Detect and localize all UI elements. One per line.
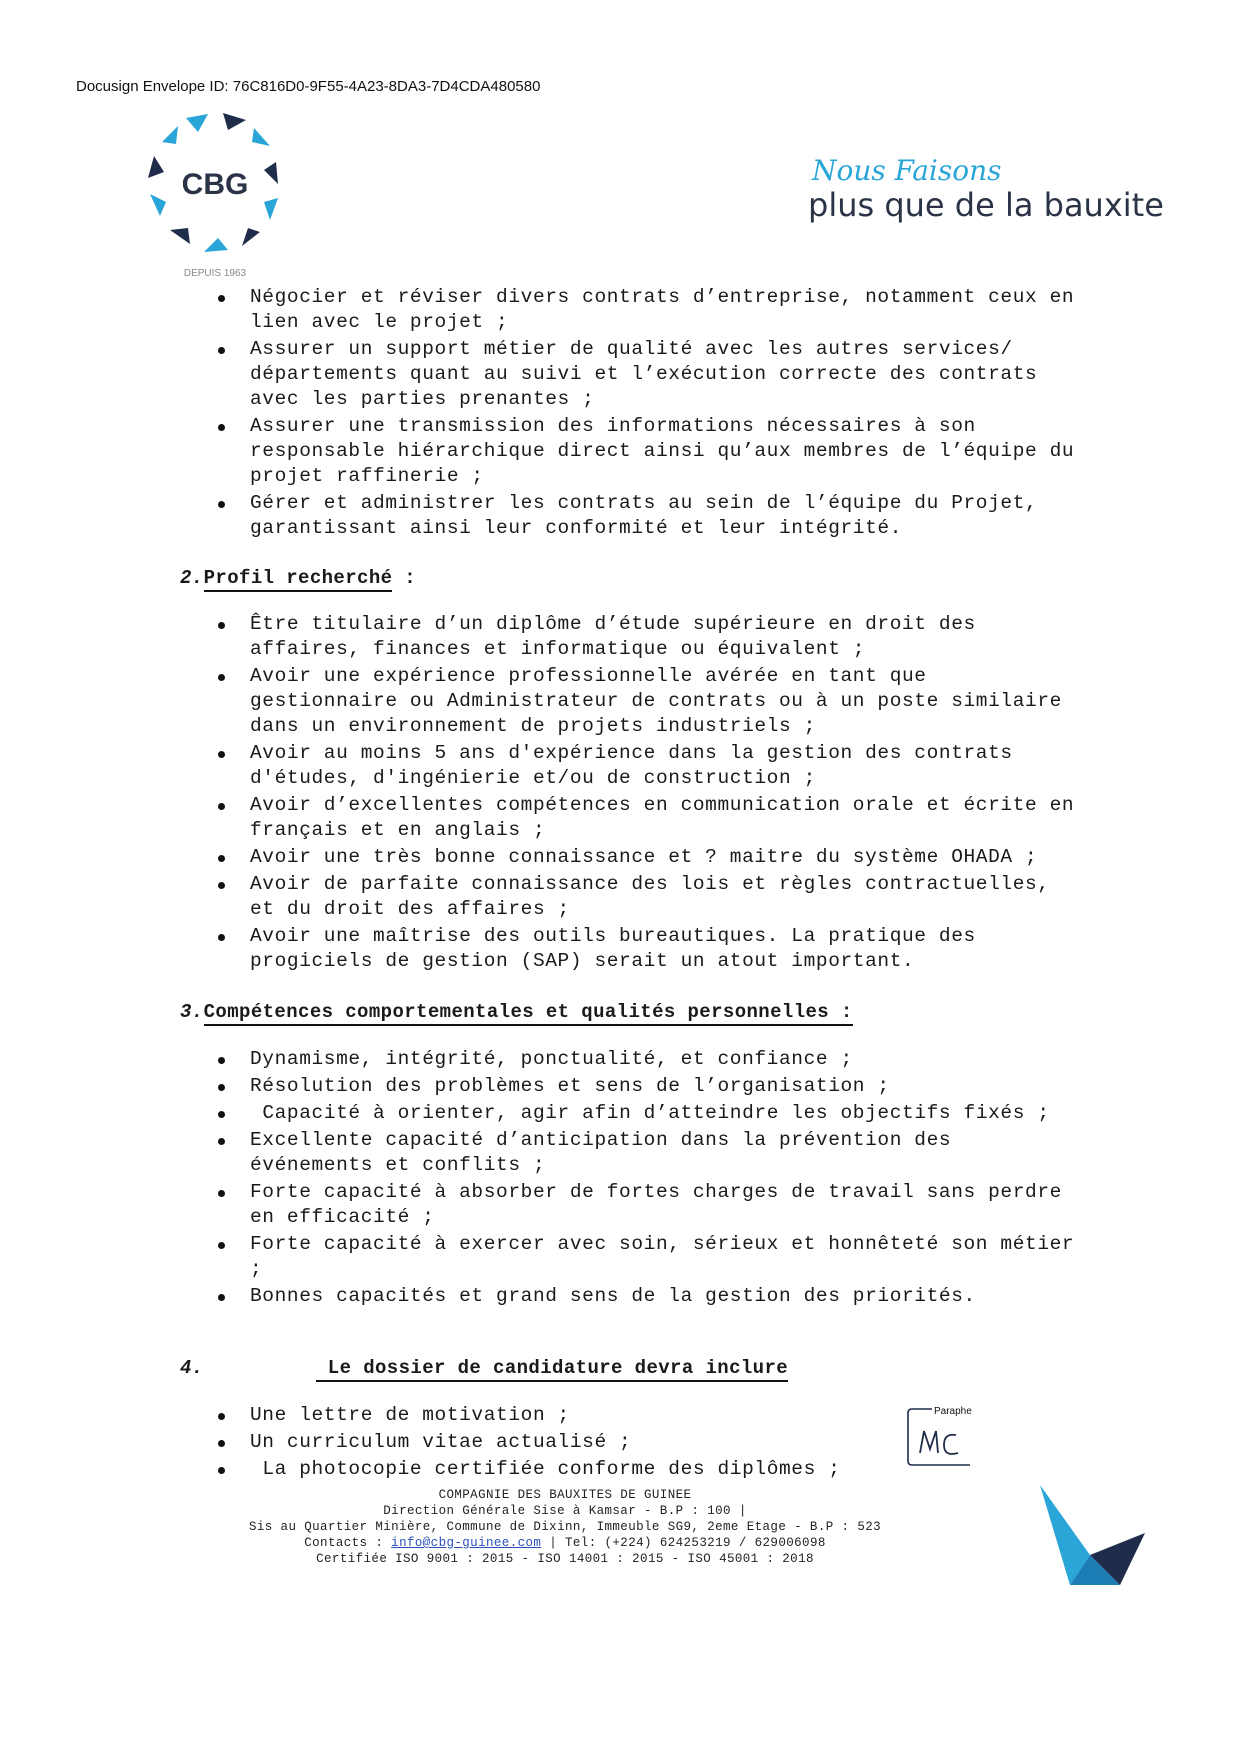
list-item: Une lettre de motivation ; (0, 1403, 1240, 1428)
list-item: Forte capacité à absorber de fortes charges de travail sans perdre en efficacité ; (0, 1180, 1240, 1230)
bullet-icon (218, 674, 225, 681)
cbg-logo (138, 110, 293, 282)
envelope-id: Docusign Envelope ID: 76C816D0-9F55-4A23-8DA3-7D4CDA480580 (76, 78, 541, 95)
list-item: Excellente capacité d’anticipation dans la prévention des événements et conflits ; (0, 1128, 1240, 1178)
logo-text: CBG (181, 168, 249, 201)
list-item: Forte capacité à exercer avec soin, sérieux et honnêteté son métier ; (0, 1232, 1240, 1282)
bullet-icon (218, 855, 225, 862)
bullet-icon (218, 424, 225, 431)
list-item: Bonnes capacités et grand sens de la gestion des priorités. (0, 1284, 1240, 1309)
list-item: Assurer un support métier de qualité avec les autres services/ départements quant au suivi et l’exécution correcte des contrats avec les parties prenantes ; (0, 337, 1240, 412)
list-item: Avoir une maîtrise des outils bureautiques. La pratique des progiciels de gestion (SAP) serait un atout important. (0, 924, 1240, 974)
list-item: Avoir une expérience professionnelle avérée en tant que gestionnaire ou Administrateur de contrats ou à un poste similaire dans un environnement de projets industriels ; (0, 664, 1240, 739)
bullet-icon (218, 501, 225, 508)
paraphe-label: Paraphe (934, 1406, 972, 1417)
bullet-icon (218, 347, 225, 354)
section-heading-dossier: 4. Le dossier de candidature devra inclure (180, 1357, 788, 1379)
list-item: Capacité à orienter, agir afin d’atteindre les objectifs fixés ; (0, 1101, 1240, 1126)
list-item: Avoir au moins 5 ans d'expérience dans la gestion des contrats d'études, d'ingénierie et/ou de construction ; (0, 741, 1240, 791)
profil-list (0, 612, 1240, 976)
bullet-icon (218, 1057, 225, 1064)
paraphe-stamp (906, 1405, 976, 1469)
slogan-main: plus que de la bauxite (808, 186, 1164, 224)
list-item: Avoir d’excellentes compétences en communication orale et écrite en français et en anglais ; (0, 793, 1240, 843)
email-link[interactable]: info@cbg-guinee.com (391, 1536, 542, 1550)
dossier-list (0, 1403, 1240, 1484)
footer-iso: Certifiée ISO 9001 : 2015 - ISO 14001 : 2015 - ISO 45001 : 2018 (316, 1552, 814, 1566)
footer-contacts: Contacts : info@cbg-guinee.com | Tel: (+224) 624253219 / 629006098 (304, 1536, 826, 1550)
bullet-icon (218, 1413, 225, 1420)
section-heading-profil: 2.Profil recherché : (180, 567, 416, 589)
footer-company: COMPAGNIE DES BAUXITES DE GUINEE (438, 1488, 692, 1502)
list-item: Avoir de parfaite connaissance des lois et règles contractuelles, et du droit des affaires ; (0, 872, 1240, 922)
slogan (808, 140, 1188, 232)
bullet-icon (218, 934, 225, 941)
missions-list (0, 285, 1240, 543)
bullet-icon (218, 751, 225, 758)
bullet-icon (218, 803, 225, 810)
bullet-icon (218, 1440, 225, 1447)
bullet-icon (218, 1467, 225, 1474)
section-heading-competences: 3.Compétences comportementales et qualités personnelles : (180, 1001, 853, 1023)
list-item: Être titulaire d’un diplôme d’étude supérieure en droit des affaires, finances et informatique ou équivalent ; (0, 612, 1240, 662)
bullet-icon (218, 1294, 225, 1301)
slogan-script: Nous Faisons (812, 154, 1002, 187)
list-item: Résolution des problèmes et sens de l’organisation ; (0, 1074, 1240, 1099)
list-item: La photocopie certifiée conforme des diplômes ; (0, 1457, 1240, 1482)
list-item: Avoir une très bonne connaissance et ? maitre du système OHADA ; (0, 845, 1240, 870)
list-item: Assurer une transmission des informations nécessaires à son responsable hiérarchique direct ainsi qu’aux membres de l’équipe du projet raffinerie ; (0, 414, 1240, 489)
bullet-icon (218, 1111, 225, 1118)
list-item: Un curriculum vitae actualisé ; (0, 1430, 1240, 1455)
list-item: Gérer et administrer les contrats au sein de l’équipe du Projet, garantissant ainsi leur conformité et leur intégrité. (0, 491, 1240, 541)
bullet-icon (218, 622, 225, 629)
list-item: Négocier et réviser divers contrats d’entreprise, notamment ceux en lien avec le projet ; (0, 285, 1240, 335)
bullet-icon (218, 1084, 225, 1091)
logo-since: DEPUIS 1963 (183, 268, 247, 279)
bullet-icon (218, 1138, 225, 1145)
footer-direction: Direction Générale Sise à Kamsar - B.P : 100 | (383, 1504, 747, 1518)
corner-logo-mark (1030, 1485, 1150, 1585)
footer-address: Sis au Quartier Minière, Commune de Dixinn, Immeuble SG9, 2eme Etage - B.P : 523 (248, 1520, 882, 1534)
competences-list (0, 1047, 1240, 1311)
paraphe-signature (920, 1431, 958, 1454)
bullet-icon (218, 882, 225, 889)
bullet-icon (218, 1190, 225, 1197)
bullet-icon (218, 295, 225, 302)
list-item: Dynamisme, intégrité, ponctualité, et confiance ; (0, 1047, 1240, 1072)
bullet-icon (218, 1242, 225, 1249)
